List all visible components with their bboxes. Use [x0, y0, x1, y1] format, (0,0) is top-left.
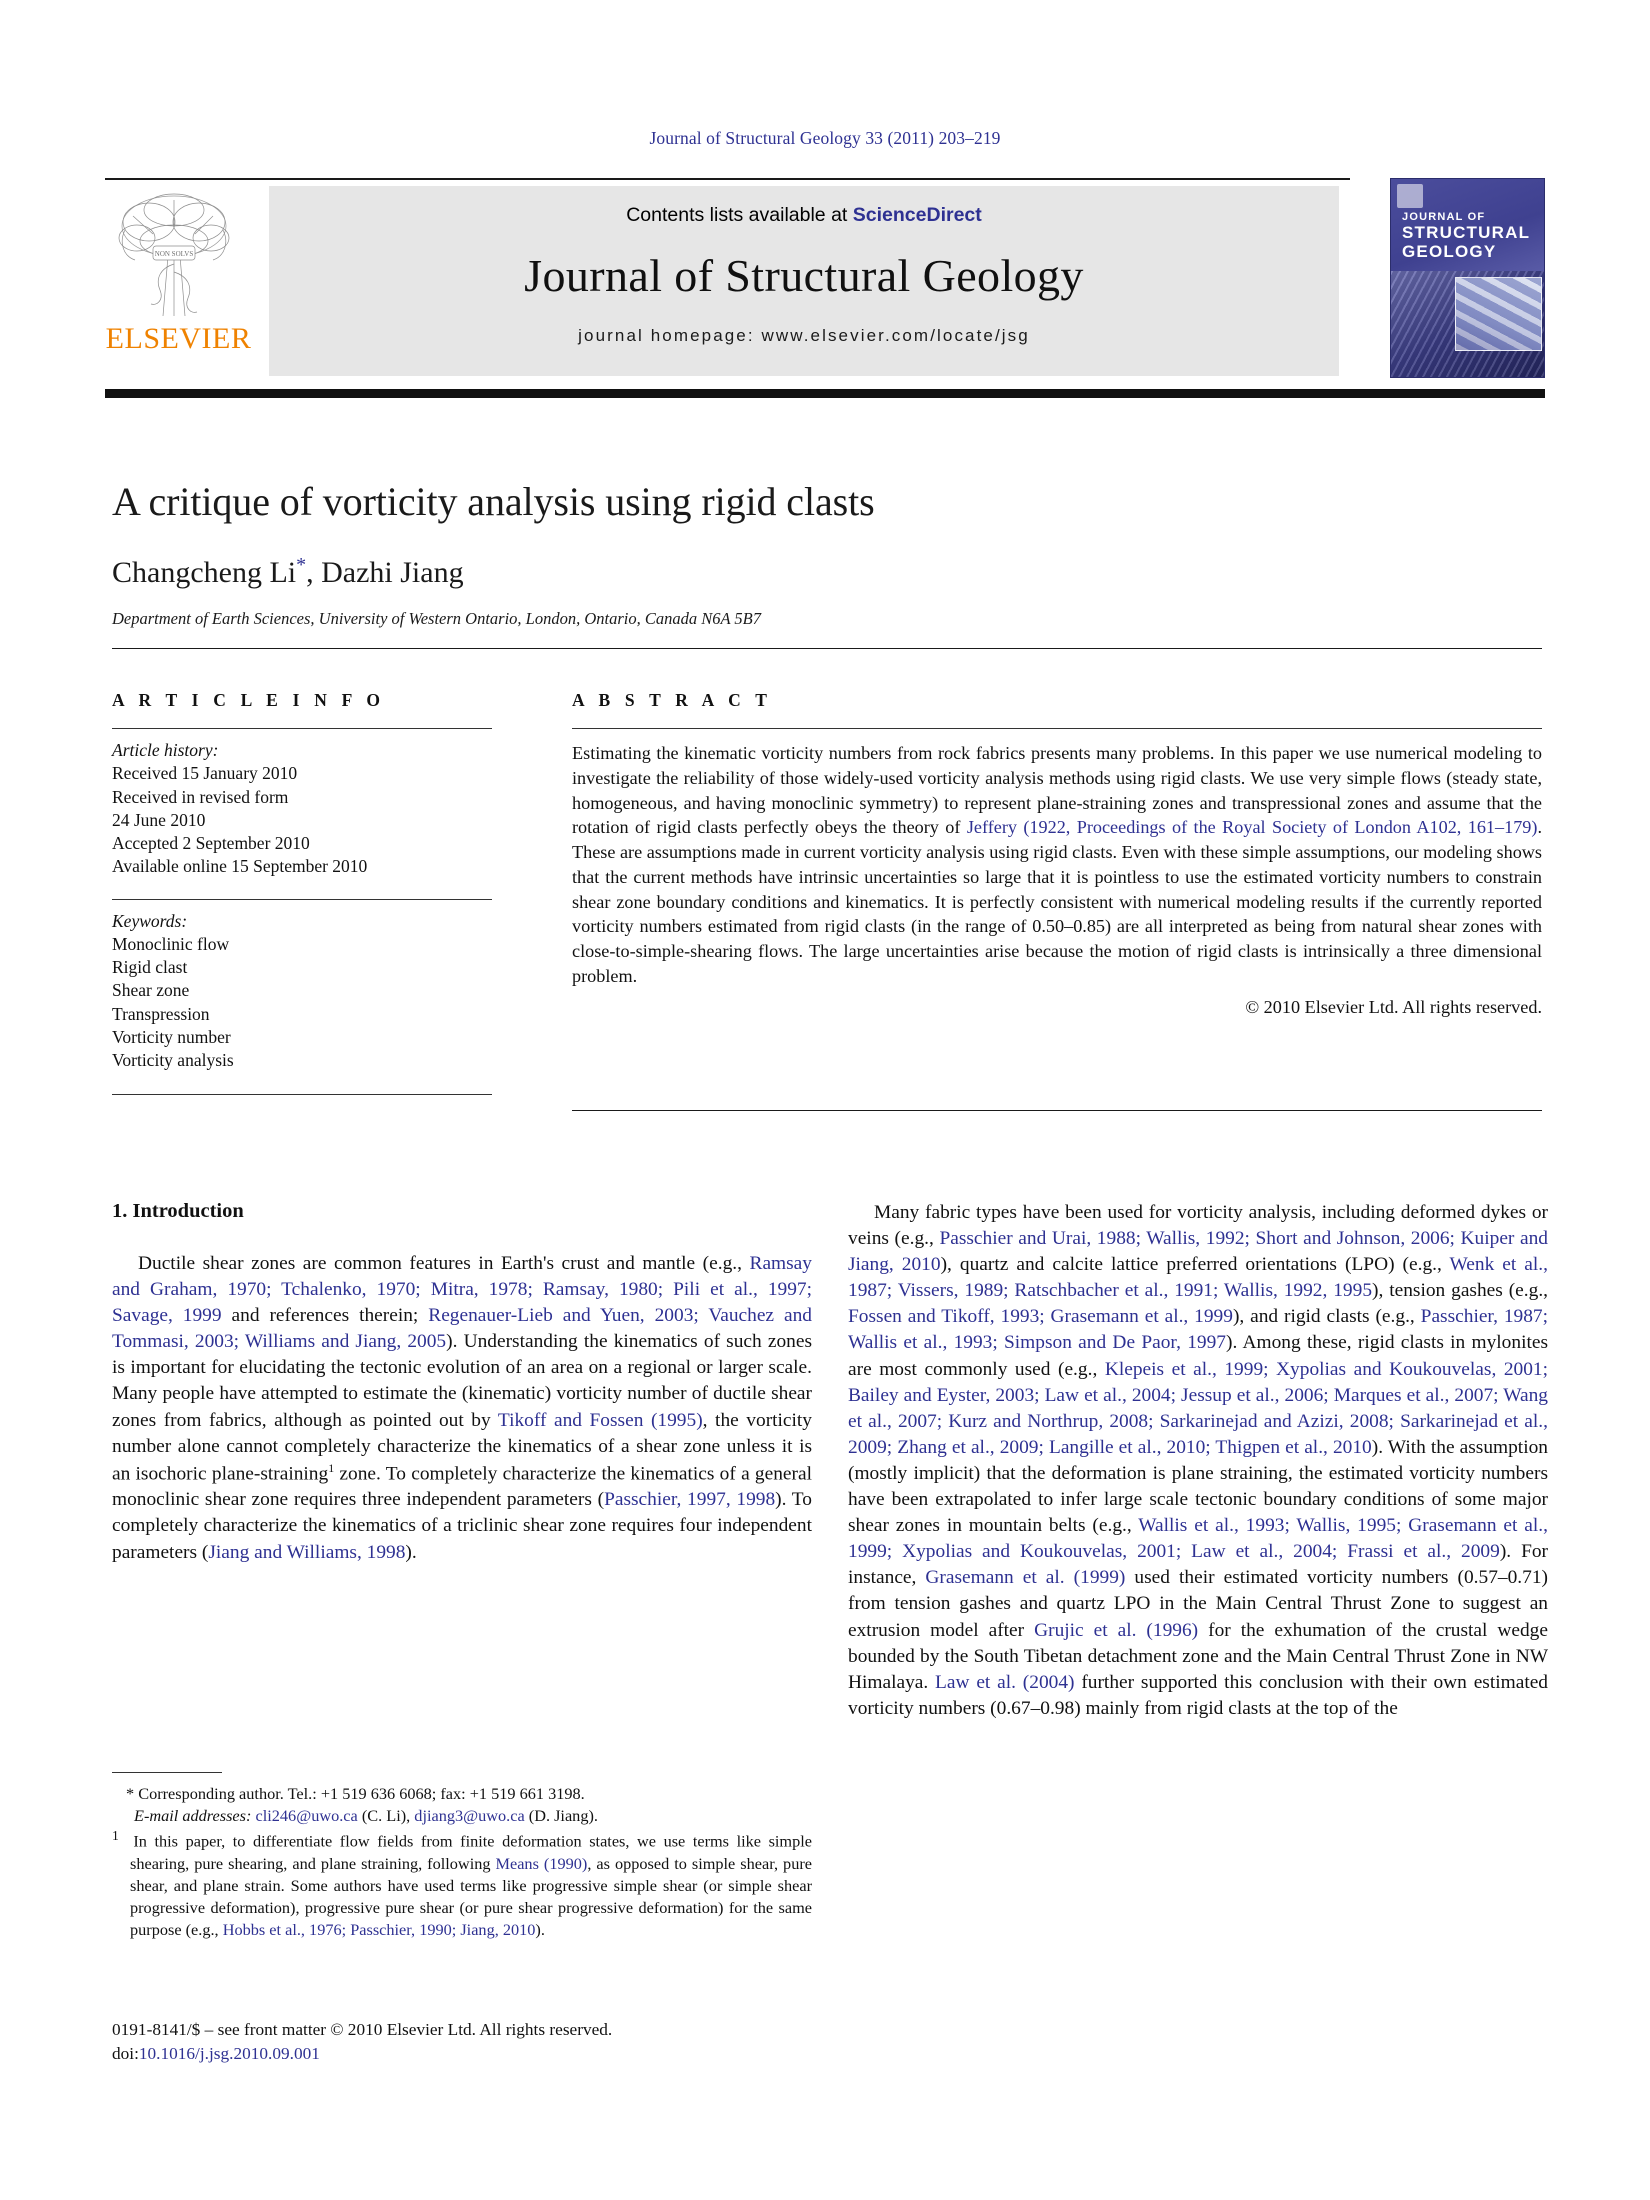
rp1-s2: ), quartz and calcite lattice preferred orientations (LPO) (e.g., [940, 1254, 1450, 1276]
footnote-corresponding-author: * Corresponding author. Tel.: +1 519 636 6068; fax: +1 519 661 3198. [126, 1784, 585, 1803]
section-heading-introduction: 1. Introduction [112, 1200, 244, 1222]
cover-title-line3: GEOLOGY [1402, 242, 1497, 262]
author-list [112, 554, 1542, 590]
header-divider [112, 648, 1542, 649]
fn1-b: , as opposed to simple shear, pure shear, and plane strain. Some authors have used terms like progressive simple shear (or simple shear progressive deformation), progressive pure shear (or pure shear progressive deformation) for the same purpose (e.g., [130, 1853, 812, 1940]
fn1-ref2[interactable]: Hobbs et al., 1976; Passchier, 1990; Jiang, 2010 [222, 1920, 536, 1940]
email-who-2: (D. Jiang). [524, 1806, 598, 1826]
history-item-0: Received 15 January 2010 [112, 763, 298, 784]
svg-text:NON SOLVS: NON SOLVS [154, 250, 194, 258]
journal-cover-thumbnail[interactable] [1390, 178, 1545, 378]
abstract-rule [572, 728, 1542, 729]
lp1-ref2[interactable]: Regenauer-Lieb and Yuen, 2003; Vauchez and Tommasi, 2003; Williams and Jiang, 2005 [112, 1305, 812, 1353]
lp1-ref4[interactable]: Passchier, 1997, 1998 [604, 1489, 776, 1511]
email-link-1[interactable]: cli246@uwo.ca [255, 1806, 358, 1826]
lp1-ref1[interactable]: Ramsay and Graham, 1970; Tchalenko, 1970; Mitra, 1978; Ramsay, 1980; Pili et al., 1997; Savage, 1999 [112, 1253, 812, 1327]
keywords-top-rule [112, 899, 492, 900]
rp1-ref5[interactable]: Klepeis et al., 1999; Xypolias and Koukouvelas, 2001; Bailey and Eyster, 2003; Law et al., 2004; Jessup et al., 2006; Marques et al., 2007; Wang et al., 2007; Kurz and Northrup, 2008; Sarkarinejad and Azizi, 2008; Sarkarinejad et al., 2009; Zhang et al., 2009; Langille et al., 2010; Thigpen et al., 2010 [848, 1358, 1549, 1458]
fn1-c: ). [535, 1920, 545, 1940]
rp1-ref8[interactable]: Grujic et al. (1996) [1034, 1619, 1199, 1641]
lp1-ref5[interactable]: Jiang and Williams, 1998 [208, 1541, 406, 1563]
lp1-s7: ). [405, 1541, 417, 1563]
rp1-s4: ), and rigid clasts (e.g., [1232, 1306, 1421, 1328]
masthead-bottom-rule [105, 389, 1545, 398]
rp1-ref9[interactable]: Law et al. (2004) [935, 1671, 1075, 1693]
article-info-rule [112, 728, 492, 729]
lp1-ref3[interactable]: Tikoff and Fossen (1995) [497, 1409, 703, 1431]
history-item-1: Received in revised form [112, 786, 289, 807]
lp1-s6: ). To completely characterize the kinematics of a triclinic shear zone requires four independent parameters ( [112, 1489, 812, 1563]
abstract-text [572, 741, 1542, 989]
sciencedirect-link[interactable]: ScienceDirect [852, 204, 982, 226]
affiliation: Department of Earth Sciences, University of Western Ontario, London, Ontario, Canada N6A 5B7 [112, 609, 761, 628]
author-rest: , Dazhi Jiang [306, 556, 464, 589]
footnote-ref-1[interactable]: 1 [328, 1460, 335, 1475]
abstract-citation-link[interactable]: Jeffery (1922, Proceedings of the Royal Society of London A102, 161–179) [966, 817, 1538, 838]
doi-line [112, 2042, 872, 2066]
journal-title: Journal of Structural Geology [524, 250, 1084, 301]
cover-photo [1391, 271, 1545, 378]
keywords-bottom-rule [112, 1094, 492, 1095]
rp1-s9: for the exhumation of the crustal wedge bounded by the South Tibetan detachment zone and the Main Central Thrust Zone in NW Himalaya. [848, 1619, 1548, 1693]
journal-masthead [105, 178, 1545, 398]
rp1-ref4[interactable]: Passchier, 1987; Wallis et al., 1993; Simpson and De Paor, 1997 [848, 1306, 1549, 1354]
fn1-a: In this paper, to differentiate flow fields from finite deformation states, we use terms like simple shearing, pure shearing, and plane straining, following [125, 1831, 812, 1873]
cover-elsevier-mark-icon [1397, 184, 1423, 208]
rp1-ref1[interactable]: Passchier and Urai, 1988; Wallis, 1992; Short and Johnson, 2006; Kuiper and Jiang, 2010 [848, 1228, 1548, 1276]
contents-available-line [269, 204, 1339, 227]
elsevier-wordmark: ELSEVIER [105, 322, 252, 355]
cover-title-text [1402, 211, 1532, 261]
journal-homepage-link[interactable]: journal homepage: www.elsevier.com/locate/jsg [578, 326, 1030, 345]
lp1-s2: and references therein; [221, 1305, 429, 1327]
footnote-1-marker: 1 [112, 1828, 119, 1844]
article-header [112, 480, 1542, 629]
cover-photo-inset [1455, 277, 1542, 351]
lp1-s4: , the vorticity number alone cannot completely characterize the kinematics of a shear zone unless it is an isochoric plane-straining [112, 1409, 813, 1485]
article-history-block [112, 739, 492, 879]
rp1-ref7[interactable]: Grasemann et al. (1999) [925, 1567, 1126, 1589]
rp1-ref2[interactable]: Wenk et al., 1987; Vissers, 1989; Ratschbacher et al., 1991; Wallis, 1992, 1995 [848, 1254, 1548, 1302]
email-label: E-mail addresses: [134, 1806, 252, 1826]
body-column-left [112, 1200, 812, 1566]
keyword-0: Monoclinic flow [112, 933, 230, 954]
elsevier-tree-icon [113, 186, 235, 318]
paragraph-intro-right [848, 1200, 1548, 1722]
masthead-contents-band [269, 186, 1339, 376]
article-info-column [112, 690, 492, 1095]
rp1-ref6[interactable]: Wallis et al., 1993; Wallis, 1995; Grasemann et al., 1999; Xypolias and Koukouvelas, 2001; Law et al., 2004; Frassi et al., 2009 [848, 1515, 1548, 1563]
keyword-5: Vorticity analysis [112, 1050, 234, 1071]
imprint-block [112, 2018, 872, 2066]
body-column-right [848, 1200, 1548, 1722]
rp1-s8: used their estimated vorticity numbers (0.57–0.71) from tension gashes and quartz LPO in the Main Central Thrust Zone to suggest an extrusion model after [848, 1567, 1548, 1641]
lp1-s3: ). Understanding the kinematics of such zones is important for elucidating the tectonic evolution of an area on a regional or larger scale. Many people have attempted to estimate the (kinematic) vorticity number of ductile shear zones from fabrics, although as pointed out by [112, 1331, 812, 1431]
history-item-2: 24 June 2010 [112, 809, 206, 830]
abstract-part-1: Estimating the kinematic vorticity numbers from rock fabrics presents many problems. In this paper we use numerical modeling to investigate the reliability of those widely-used vorticity analysis methods using rigid clasts. We use very simple flows (steady state, homogeneous, and having monoclinic symmetry) to represent plane-straining zones and transpressional zones and assume that the rotation of rigid clasts perfectly obeys the theory of [572, 743, 1542, 838]
rp1-s7: ). For instance, [848, 1541, 1549, 1589]
paragraph-intro-left [112, 1251, 812, 1566]
email-who-1: (C. Li), [357, 1806, 415, 1826]
keyword-3: Transpression [112, 1003, 210, 1024]
abstract-column [572, 690, 1542, 1018]
lp1-s1: Ductile shear zones are common features in Earth's crust and mantle (e.g., [138, 1253, 750, 1274]
rp1-s10: further supported this conclusion with their own estimated vorticity numbers (0.67–0.98) mainly from rigid clasts at the top of the [848, 1671, 1549, 1719]
history-item-4: Available online 15 September 2010 [112, 856, 368, 877]
elsevier-logo[interactable] [105, 186, 252, 376]
doi-label: doi: [112, 2043, 139, 2063]
page-title: A critique of vorticity analysis using rigid clasts [112, 479, 875, 524]
keyword-4: Vorticity number [112, 1026, 231, 1047]
running-head: Journal of Structural Geology 33 (2011) 203–219 [649, 128, 1001, 148]
article-history-label: Article history: [112, 740, 219, 760]
rp1-s6: ). With the assumption (mostly implicit) that the deformation is plane straining, the estimated vorticity numbers have been extrapolated to infer large scale tectonic boundary conditions of some major shear zones in mountain belts (e.g., [848, 1436, 1548, 1537]
rp1-s1: Many fabric types have been used for vorticity analysis, including deformed dykes or veins (e.g., [848, 1202, 1548, 1250]
rp1-s5: ). Among these, rigid clasts in mylonites are most commonly used (e.g., [848, 1332, 1549, 1380]
keyword-2: Shear zone [112, 980, 190, 1001]
rp1-s3: ), tension gashes (e.g., [1372, 1280, 1549, 1302]
corresponding-author-marker: * [296, 554, 307, 576]
abstract-copyright: © 2010 Elsevier Ltd. All rights reserved. [1245, 996, 1542, 1017]
issn-front-matter: 0191-8141/$ – see front matter © 2010 Elsevier Ltd. All rights reserved. [112, 2020, 613, 2039]
article-info-heading: A R T I C L E I N F O [112, 690, 386, 710]
footnote-1 [112, 1827, 812, 1941]
fn1-ref1[interactable]: Means (1990) [495, 1853, 588, 1873]
doi-link[interactable]: 10.1016/j.jsg.2010.09.001 [138, 2043, 320, 2063]
cover-title-line1: JOURNAL OF [1402, 211, 1486, 223]
email-link-2[interactable]: djiang3@uwo.ca [414, 1806, 525, 1826]
history-item-3: Accepted 2 September 2010 [112, 833, 310, 854]
masthead-top-rule [105, 178, 1350, 180]
abstract-part-2: . These are assumptions made in current vorticity analysis using rigid clasts. Even with these simple assumptions, our modeling shows that the current methods have intrinsic uncertainties so large that it is pointless to use the estimated vorticity numbers to constrain shear zone boundary conditions and kinematics. It is perfectly consistent with numerical modeling results if the currently reported vorticity numbers estimated from rigid clasts (in the range of 0.50–0.85) are all interpreted as being from natural shear zones with close-to-simple-shearing flows. The large uncertainties arise because the motion of rigid clasts is intrinsically a three dimensional problem. [572, 817, 1542, 986]
keywords-label: Keywords: [112, 910, 188, 931]
footnote-email-addresses [112, 1805, 812, 1827]
keyword-1: Rigid clast [112, 957, 188, 978]
author-first: Changcheng Li [112, 556, 297, 589]
footnote-area [112, 1772, 812, 1942]
abstract-heading: A B S T R A C T [572, 690, 773, 710]
contents-prefix: Contents lists available at [626, 204, 853, 226]
cover-title-line2: STRUCTURAL [1402, 223, 1531, 243]
abstract-bottom-rule [572, 1110, 1542, 1111]
rp1-ref3[interactable]: Fossen and Tikoff, 1993; Grasemann et al., 1999 [848, 1306, 1233, 1328]
footnote-divider [112, 1772, 222, 1773]
keywords-block [112, 910, 492, 1073]
lp1-s5: zone. To completely characterize the kinematics of a general monoclinic shear zone requires three independent parameters ( [112, 1463, 812, 1511]
